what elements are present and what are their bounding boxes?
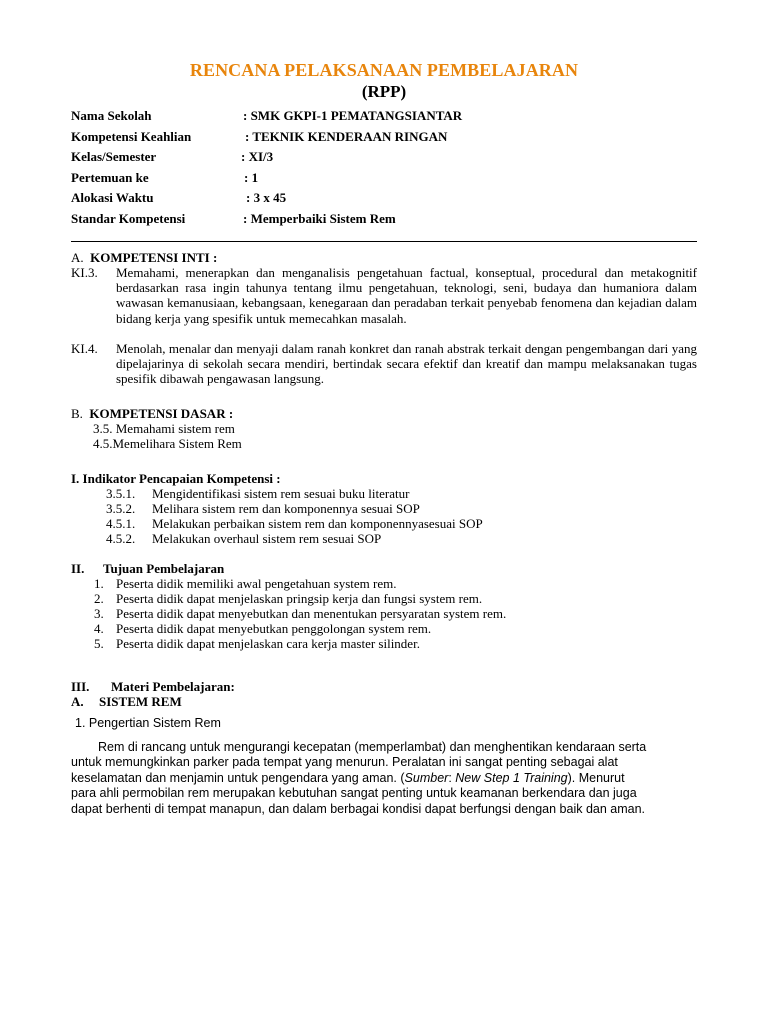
paragraph-line: para ahli permobilan rem merupakan kebutuhan sangat penting untuk keamanan berkendara dan juga: [71, 786, 637, 801]
item-text: Melakukan overhaul sistem rem sesuai SOP: [152, 531, 382, 546]
info-label: Alokasi Waktu: [71, 190, 154, 205]
info-label: Nama Sekolah: [71, 108, 152, 123]
info-value: : 3 x 45: [246, 190, 287, 205]
item-text: Melihara sistem rem dan komponennya sesuai SOP: [152, 501, 420, 516]
item-text: Mengidentifikasi sistem rem sesuai buku literatur: [152, 486, 410, 501]
item-number: 3.5.2.: [106, 501, 136, 516]
section-title: KOMPETENSI DASAR :: [89, 406, 234, 421]
list-item: [94, 606, 506, 621]
item-number: 3.: [94, 606, 104, 621]
paragraph-line: untuk memungkinkan parker pada tempat yang menurun. Peralatan ini sangat penting sebagai alat: [71, 755, 618, 770]
section-number: II.: [71, 561, 85, 576]
item-text: Peserta didik dapat menjelaskan pringsip kerja dan fungsi system rem.: [116, 591, 483, 606]
list-item: [106, 486, 409, 501]
info-label: Kompetensi Keahlian: [71, 128, 192, 144]
subsection-title: SISTEM REM: [99, 694, 182, 709]
paragraph-line: keselamatan dan menjamin untuk pengendara yang aman. (: [71, 770, 405, 785]
section-i-heading: I. Indikator Pencapaian Kompetensi :: [71, 471, 281, 486]
section-title: KOMPETENSI INTI :: [90, 250, 218, 265]
list-item: [94, 576, 397, 591]
list-item: [94, 636, 420, 651]
source-colon: :: [448, 770, 456, 785]
document-subtitle: (RPP): [361, 82, 407, 101]
ki4-text: Menolah, menalar dan menyaji dalam ranah konkret dan ranah abstrak terkait dengan pengembangan dari yang dipelajarinya di sekolah secara mendiri, bertindak secara efektif dan kreatif dan mampu melaksanakan tugas spesifik dibawah pengawasan langsung.: [116, 341, 697, 387]
list-item: [106, 531, 381, 546]
item-number: 4.: [94, 621, 104, 636]
info-value: : Memperbaiki Sistem Rem: [243, 210, 396, 226]
source-title: New Step 1 Training: [455, 770, 568, 785]
item-number: 1.: [94, 576, 104, 591]
paragraph-line: Rem di rancang untuk mengurangi kecepatan (memperlambat) dan menghentikan kendaraan serta: [98, 740, 647, 754]
section-letter: A.: [71, 250, 84, 265]
item-text: Peserta didik dapat menyebutkan dan menentukan persyaratan system rem.: [116, 606, 507, 621]
material-point: 1. Pengertian Sistem Rem: [75, 716, 221, 730]
item-number: 2.: [94, 591, 104, 606]
divider: [71, 241, 697, 242]
section-iii-heading: [71, 679, 235, 694]
info-value: : TEKNIK KENDERAAN RINGAN: [245, 128, 448, 144]
list-item: [106, 501, 420, 516]
info-label: Standar Kompetensi: [71, 210, 186, 226]
ki3-label: KI.3.: [71, 265, 98, 280]
section-title: Materi Pembelajaran:: [111, 679, 235, 694]
info-value: : 1: [244, 169, 259, 185]
ki3-text: Memahami, menerapkan dan menganalisis pengetahuan factual, konseptual, procedural dan metakognitif berdasarkan rasa ingin tahunya tentang ilmu pengetahuan, teknologi, seni, budaya dan humaniora dalam wawasan kemanusiaan, kebangsaan, kenegaraan dan peradaban terkait penyebab fenomena dan kejadian dalam bidang kerja yang spesifik untuk memecahkan masalah.: [116, 265, 697, 326]
list-item: [106, 516, 483, 531]
ki4-label: KI.4.: [71, 341, 98, 356]
subsection-heading: [71, 694, 182, 709]
item-text: Peserta didik dapat menjelaskan cara kerja master silinder.: [116, 636, 420, 651]
section-number: III.: [71, 679, 90, 694]
paragraph-line: dapat berhenti di tempat manapun, dan dalam berbagai kondisi dapat berfungsi dengan baik dan aman.: [71, 801, 646, 816]
item-number: 5.: [94, 636, 104, 651]
item-number: 4.5.1.: [106, 516, 136, 531]
info-value: : XI/3: [241, 149, 274, 164]
item-text: Melakukan perbaikan sistem rem dan komponennyasesuai SOP: [152, 516, 483, 531]
document-title: RENCANA PELAKSANAAN PEMBELAJARAN: [189, 60, 579, 80]
list-item: [94, 621, 431, 636]
material-paragraph: [71, 740, 697, 817]
list-item: 3.5. Memahami sistem rem: [93, 421, 235, 436]
source-label: Sumber: [404, 770, 449, 785]
item-number: 3.5.1.: [106, 486, 136, 501]
section-title: Tujuan Pembelajaran: [103, 561, 225, 576]
item-text: Peserta didik dapat menyebutkan penggolongan system rem.: [116, 621, 432, 636]
info-value: : SMK GKPI-1 PEMATANGSIANTAR: [243, 108, 463, 123]
info-label: Pertemuan ke: [71, 169, 149, 185]
item-text: Peserta didik memiliki awal pengetahuan system rem.: [116, 576, 397, 591]
item-number: 4.5.2.: [106, 531, 136, 546]
list-item: [94, 591, 482, 606]
section-ii-heading: [71, 561, 224, 576]
list-item: 4.5.Memelihara Sistem Rem: [93, 436, 242, 451]
section-b-heading: [71, 406, 233, 421]
subsection-letter: A.: [71, 694, 84, 709]
section-a-heading: [71, 250, 217, 265]
paragraph-line: ). Menurut: [567, 770, 625, 785]
info-label: Kelas/Semester: [71, 149, 157, 164]
section-letter: B.: [71, 406, 83, 421]
